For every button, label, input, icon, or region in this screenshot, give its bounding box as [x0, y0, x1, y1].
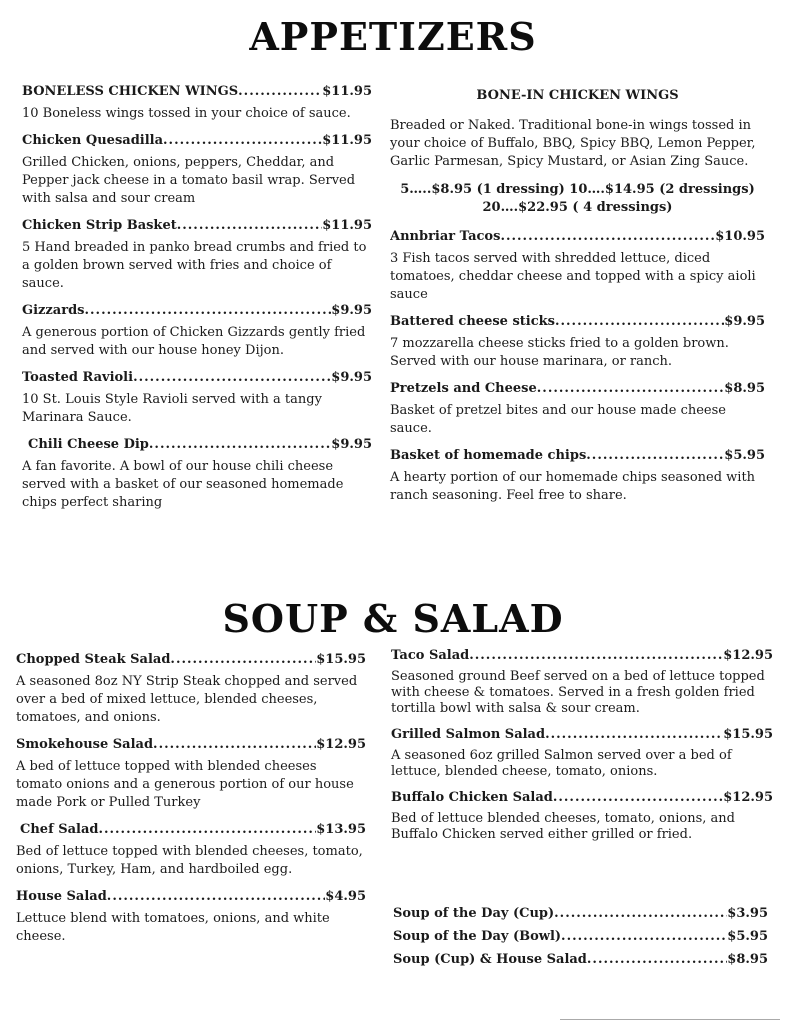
item-heading: [390, 381, 765, 396]
item-description: A seasoned 6oz grilled Salmon served over a bed of lettuce, blended cheese, tomato, onions.: [391, 748, 732, 779]
leader-dots: [238, 84, 322, 99]
menu-item: [390, 381, 765, 438]
item-price: $8.95: [724, 381, 765, 396]
menu-item: [22, 437, 372, 512]
item-price: $11.95: [322, 218, 372, 233]
item-name: Soup of the Day (Cup): [393, 906, 555, 921]
item-name: BONE-IN CHICKEN WINGS: [476, 88, 679, 103]
item-name: Toasted Ravioli: [22, 370, 134, 385]
item-description: A generous portion of Chicken Gizzards gently fried and served with our house honey Dijon.: [22, 325, 366, 358]
menu-item: [391, 727, 773, 780]
bone-in-wings: [390, 88, 765, 217]
leader-dots: [107, 889, 325, 904]
item-description: 10 St. Louis Style Ravioli served with a tangy Marinara Sauce.: [22, 392, 322, 425]
item-price: $9.95: [331, 303, 372, 318]
item-heading: [390, 229, 765, 244]
item-heading: [16, 652, 366, 667]
item-price: $12.95: [316, 737, 366, 752]
item-description: 5 Hand breaded in panko bread crumbs and fried to a golden brown served with fries and choice of sauce.: [22, 240, 367, 291]
soup-item: [393, 952, 768, 967]
leader-dots: [153, 737, 316, 752]
leader-dots: [537, 381, 725, 396]
item-name: Battered cheese sticks: [390, 314, 555, 329]
leader-dots: [587, 952, 727, 967]
item-price: $4.95: [325, 889, 366, 904]
item-name: Annbriar Tacos: [390, 229, 501, 244]
item-name: Soup of the Day (Bowl): [393, 929, 562, 944]
item-description: 3 Fish tacos served with shredded lettuce, diced tomatoes, cheddar cheese and topped with a spicy aioli sauce: [390, 251, 756, 302]
menu-item: [390, 229, 765, 304]
item-description: Bed of lettuce blended cheeses, tomato, onions, and Buffalo Chicken served either grilled or fried.: [391, 811, 735, 842]
leader-dots: [554, 906, 727, 921]
item-heading: [22, 303, 372, 318]
item-name: House Salad: [16, 889, 107, 904]
item-heading: [391, 648, 773, 663]
item-description: Bed of lettuce topped with blended cheeses, tomato, onions, Turkey, Ham, and hardboiled egg.: [16, 844, 363, 877]
item-name: BONELESS CHICKEN WINGS: [22, 84, 239, 99]
menu-item: [22, 303, 372, 360]
item-price: $11.95: [322, 133, 372, 148]
item-heading: [390, 448, 765, 463]
soups-list: [393, 906, 768, 975]
leader-dots: [85, 303, 332, 318]
item-name: Taco Salad: [391, 648, 470, 663]
item-description: A fan favorite. A bowl of our house chili cheese served with a basket of our seasoned homemade chips perfect sharing: [22, 459, 344, 510]
leader-dots: [170, 652, 316, 667]
leader-dots: [561, 929, 727, 944]
price-tier-line: 5…..$8.95 (1 dressing) 10….$14.95 (2 dressings): [400, 182, 755, 197]
item-price: $8.95: [727, 952, 768, 967]
item-heading: [16, 889, 366, 904]
leader-dots: [149, 437, 331, 452]
leader-dots: [555, 314, 724, 329]
menu-item: [390, 314, 765, 371]
leader-dots: [133, 370, 331, 385]
item-heading: [16, 822, 366, 837]
item-heading: [391, 790, 773, 805]
menu-item: [16, 822, 366, 879]
item-description: Seasoned ground Beef served on a bed of lettuce topped with cheese & tomatoes. Served in a fresh golden fried tortilla bowl with salsa & sour cream.: [391, 669, 765, 716]
menu-item: [22, 84, 372, 123]
item-name: Smokehouse Salad: [16, 737, 154, 752]
menu-item: [22, 218, 372, 293]
item-description: Breaded or Naked. Traditional bone-in wings tossed in your choice of Buffalo, BBQ, Spicy BBQ, Lemon Pepper, Garlic Parmesan, Spicy Mustard, or Asian Zing Sauce.: [390, 118, 756, 169]
item-price: $5.95: [724, 448, 765, 463]
item-price: $12.95: [723, 648, 773, 663]
item-price: $9.95: [331, 370, 372, 385]
item-description: 7 mozzarella cheese sticks fried to a golden brown. Served with our house marinara, or ranch.: [390, 336, 729, 369]
leader-dots: [553, 790, 723, 805]
appetizers-right-column: [390, 88, 765, 515]
item-description: A seasoned 8oz NY Strip Steak chopped and served over a bed of mixed lettuce, blended cheeses, tomatoes, and onions.: [16, 674, 358, 725]
item-description: A hearty portion of our homemade chips seasoned with ranch seasoning. Feel free to share.: [390, 470, 756, 503]
item-name: Basket of homemade chips: [390, 448, 587, 463]
item-heading: [390, 314, 765, 329]
divider: [560, 1019, 780, 1020]
item-price: $5.95: [727, 929, 768, 944]
menu-item: [391, 790, 773, 843]
item-price: $12.95: [723, 790, 773, 805]
item-heading: [22, 133, 372, 148]
menu-item: [22, 370, 372, 427]
item-name: Buffalo Chicken Salad: [391, 790, 553, 805]
item-price: $3.95: [727, 906, 768, 921]
salad-left-column: [16, 652, 366, 956]
salad-right-column: [391, 648, 773, 853]
soup-item: [393, 906, 768, 921]
item-name: Chef Salad: [20, 822, 99, 837]
leader-dots: [545, 727, 723, 742]
item-description: Lettuce blend with tomatoes, onions, and white cheese.: [16, 911, 330, 944]
appetizers-heading: APPETIZERS: [249, 14, 537, 59]
item-name: Chicken Strip Basket: [22, 218, 177, 233]
item-description: Grilled Chicken, onions, peppers, Cheddar, and Pepper jack cheese in a tomato basil wrap. Served with salsa and sour cream: [22, 155, 356, 206]
menu-item: [391, 648, 773, 717]
soup-item: [393, 929, 768, 944]
leader-dots: [500, 229, 715, 244]
item-heading: [391, 727, 773, 742]
leader-dots: [98, 822, 316, 837]
appetizers-left-column: [22, 84, 372, 522]
leader-dots: [163, 133, 322, 148]
item-price: $10.95: [715, 229, 765, 244]
item-description: 10 Boneless wings tossed in your choice of sauce.: [22, 106, 351, 121]
item-heading: [22, 437, 372, 452]
leader-dots: [469, 648, 723, 663]
item-name: Grilled Salmon Salad: [391, 727, 546, 742]
item-heading: [16, 737, 366, 752]
item-price: $9.95: [724, 314, 765, 329]
soup-salad-heading: SOUP & SALAD: [222, 596, 564, 641]
item-name: Chicken Quesadilla: [22, 133, 164, 148]
item-price: $11.95: [322, 84, 372, 99]
menu-item: [16, 652, 366, 727]
menu-item: [16, 737, 366, 812]
item-name: Chopped Steak Salad: [16, 652, 171, 667]
item-name: Chili Cheese Dip: [28, 437, 149, 452]
item-price: $15.95: [723, 727, 773, 742]
menu-item: [22, 133, 372, 208]
menu-item: [16, 889, 366, 946]
item-price: $9.95: [331, 437, 372, 452]
item-description: Basket of pretzel bites and our house made cheese sauce.: [390, 403, 726, 436]
item-heading: [22, 84, 372, 99]
leader-dots: [586, 448, 724, 463]
menu-item: [390, 448, 765, 505]
item-price: $13.95: [316, 822, 366, 837]
item-heading: [22, 218, 372, 233]
item-heading: [22, 370, 372, 385]
item-description: A bed of lettuce topped with blended cheeses tomato onions and a generous portion of our house made Pork or Pulled Turkey: [16, 759, 354, 810]
leader-dots: [177, 218, 323, 233]
item-price: $15.95: [316, 652, 366, 667]
item-name: Soup (Cup) & House Salad: [393, 952, 587, 967]
item-name: Gizzards: [22, 303, 85, 318]
item-name: Pretzels and Cheese: [390, 381, 537, 396]
price-tier-line: 20….$22.95 ( 4 dressings): [482, 200, 673, 215]
